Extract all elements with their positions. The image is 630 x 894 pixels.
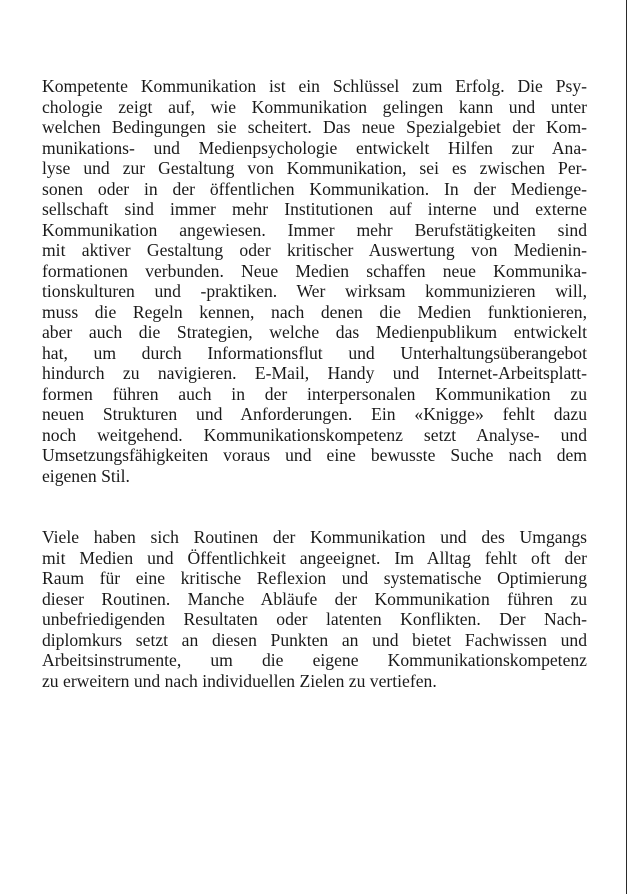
- text-line: aber auch die Strategien, welche das Medienpublikum entwickelt: [42, 322, 587, 342]
- text-line: zu erweitern und nach individuellen Zielen zu vertiefen.: [42, 670, 437, 691]
- text-line: welchen Bedingungen sie scheitert. Das neue Spezialgebiet der Kom-: [42, 117, 587, 137]
- text-line: muss die Regeln kennen, nach denen die Medien funktionieren,: [42, 301, 587, 322]
- text-line: tionskulturen und -praktiken. Wer wirksam kommunizieren will,: [42, 281, 587, 301]
- text-line: chologie zeigt auf, wie Kommunikation gelingen kann und unter: [42, 96, 587, 117]
- text-line: unbefriedigenden Resultaten oder latenten Konflikten. Der Nach-: [42, 609, 587, 629]
- document-body: [42, 76, 587, 691]
- text-line: lyse und zur Gestaltung von Kommunikation, sei es zwischen Per-: [42, 158, 587, 178]
- text-line: neuen Strukturen und Anforderungen. Ein «Knigge» fehlt dazu: [42, 404, 587, 424]
- text-line: Kommunikation angewiesen. Immer mehr Berufstätigkeiten sind: [42, 219, 587, 240]
- text-line: Raum für eine kritische Reflexion und systematische Optimierung: [42, 568, 587, 588]
- text-line: sonen oder in der öffentlichen Kommunikation. In der Mediengе-: [42, 178, 587, 199]
- text-line: Kompetente Kommunikation ist ein Schlüssel zum Erfolg. Die Psy-: [42, 76, 587, 96]
- page-edge-divider: [626, 0, 627, 894]
- text-line: dieser Routinen. Manche Abläufe der Kommunikation führen zu: [42, 588, 587, 609]
- text-line: diplomkurs setzt an diesen Punkten an und bietet Fachwissen und: [42, 629, 587, 650]
- text-line: eigenen Stil.: [42, 465, 130, 486]
- text-line: noch weitgehend. Kommunikationskompetenz setzt Analyse- und: [42, 424, 587, 445]
- text-line: Arbeitsinstrumente, um die eigene Kommunikationskompetenz: [42, 650, 587, 670]
- paragraph-routines: [42, 527, 587, 691]
- text-line: Viele haben sich Routinen der Kommunikation und des Umgangs: [42, 527, 587, 547]
- paragraph-intro: [42, 76, 587, 486]
- text-line: sellschaft sind immer mehr Institutionen auf interne und externe: [42, 199, 587, 219]
- text-line: formen führen auch in der interpersonalen Kommunikation zu: [42, 383, 587, 404]
- text-line: hat, um durch Informationsflut und Unterhaltungsüberangebot: [42, 342, 587, 363]
- text-line: formationen verbunden. Neue Medien schaffen neue Kommunika-: [42, 260, 587, 281]
- text-line: Umsetzungsfähigkeiten voraus und eine bewusste Suche nach dem: [42, 445, 587, 465]
- text-line: hindurch zu navigieren. E-Mail, Handy und Internet-Arbeitsplatt-: [42, 363, 587, 383]
- text-line: munikations- und Medienpsychologie entwickelt Hilfen zur Ana-: [42, 137, 587, 158]
- text-line: mit aktiver Gestaltung oder kritischer Auswertung von Medienin-: [42, 240, 587, 260]
- text-line: mit Medien und Öffentlichkeit angeeignet. Im Alltag fehlt oft der: [42, 547, 587, 568]
